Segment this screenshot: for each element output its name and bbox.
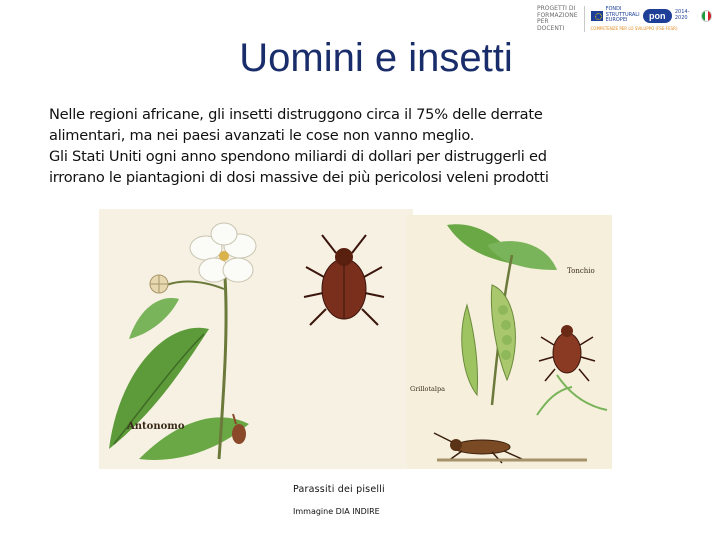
blossom-drawing xyxy=(99,209,413,469)
pea-drawing xyxy=(407,215,612,469)
small-weevil xyxy=(232,414,246,444)
grass xyxy=(557,375,607,410)
pon-badge: pon xyxy=(643,9,672,23)
formazione-docenti-logo xyxy=(537,6,585,32)
paragraph-line: irrorano le piantagioni di dosi massive dei più pericolosi veleni prodotti xyxy=(49,169,549,186)
fondi-label: FONDI STRUTTURALI EUROPEI xyxy=(605,6,640,24)
flower-bud xyxy=(150,275,168,293)
tonchio-beetle xyxy=(539,325,595,381)
italy-emblem-icon xyxy=(701,10,712,22)
stem xyxy=(159,282,224,290)
figure-caption: Parassiti dei piselli xyxy=(293,484,385,495)
illustration-label: Tonchio xyxy=(567,267,595,275)
eu-flag-icon xyxy=(591,11,603,21)
pon-years: 2014-2020 xyxy=(674,9,690,21)
image-credit: Immagine DIA INDIRE xyxy=(293,507,380,516)
pon-logo xyxy=(591,7,712,31)
paragraph-line: Gli Stati Uniti ogni anno spendono miliardi di dollari per distruggerli ed xyxy=(49,148,547,165)
logo-line: PER DOCENTI xyxy=(537,18,565,32)
blossom xyxy=(190,223,256,282)
logo-line: PROGETTI DI xyxy=(537,5,576,12)
illustration-label: Antonomo xyxy=(127,421,185,432)
illustration-antonomo xyxy=(99,209,413,469)
paragraph-line: Nelle regioni africane, gli insetti distruggono circa il 75% delle derrate xyxy=(49,106,543,123)
slide-paragraph xyxy=(49,104,689,188)
grass xyxy=(537,387,572,415)
beetle xyxy=(304,235,384,325)
logo-subtitle: COMPETENZE PER LO SVILUPPO (FSE-FESR) xyxy=(590,25,678,31)
pea-pod xyxy=(462,305,478,395)
illustration-label: Grillotalpa xyxy=(410,385,446,393)
logo-line: FORMAZIONE xyxy=(537,11,578,19)
illustration-piselli xyxy=(407,215,612,469)
header-logos xyxy=(537,2,712,36)
paragraph-line: alimentari, ma nei paesi avanzati le cose non vanno meglio. xyxy=(49,127,475,144)
leaf-shape xyxy=(129,298,179,339)
slide-title: Uomini e insetti xyxy=(239,36,513,80)
